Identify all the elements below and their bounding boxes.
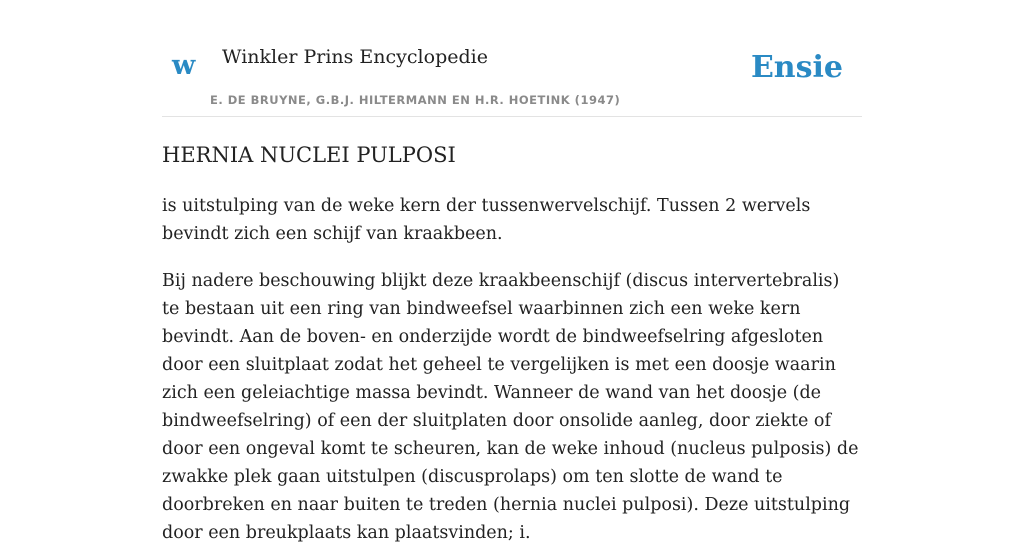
site-header [162,0,862,117]
article-title: HERNIA NUCLEI PULPOSI [162,143,456,167]
site-title[interactable]: Winkler Prins Encyclopedie [222,46,488,68]
logo-w-icon[interactable]: w [172,50,196,81]
article-body [162,140,862,547]
brand-logo[interactable]: Ensie [750,50,843,85]
article-paragraph: Bij nadere beschouwing blijkt deze kraakbeenschijf (discus intervertebralis) te bestaan uit een ring van bindweefsel waarbinnen zich een weke kern bevindt. Aan de boven- en onderzijde wordt de bindweefselring afgesloten door een sluitplaat zodat het geheel te vergelijken is met een doosje waarin zich een geleiachtige massa bevindt. Wanneer de wand van het doosje (de bindweefselring) of een der sluitplaten door onsolide aanleg, door ziekte of door een ongeval komt te scheuren, kan de weke inhoud (nucleus pulposis) de zwakke plek gaan uitstulpen (discusprolaps) om ten slotte de wand te doorbreken en naar buiten te treden (hernia nuclei pulposi). Deze uitstulping door een breukplaats kan plaatsvinden; i. [162,271,859,543]
article-paragraph: is uitstulping van de weke kern der tussenwervelschijf. Tussen 2 wervels bevindt zich een schijf van kraakbeen. [162,196,811,244]
author-line: E. DE BRUYNE, G.B.J. HILTERMANN EN H.R. HOETINK (1947) [210,93,621,107]
